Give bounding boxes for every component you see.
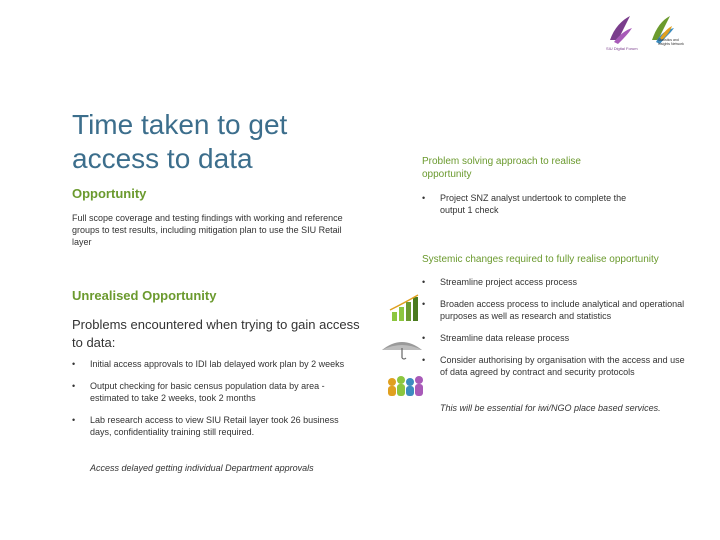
right-note: This will be essential for iwi/NGO place based services. bbox=[440, 403, 661, 413]
problems-list bbox=[72, 358, 362, 438]
list-item: • Initial access approvals to IDI lab delayed work plan by 2 weeks bbox=[72, 358, 362, 370]
list-item: • Consider authorising by organisation with the access and use of data agreed by contract and security protocols bbox=[422, 354, 692, 378]
list-item: • Output checking for basic census population data by area - estimated to take 2 weeks, took 2 months bbox=[72, 380, 362, 404]
list-item: • Streamline project access process bbox=[422, 276, 692, 288]
umbrella-icon bbox=[380, 336, 424, 360]
approach-list bbox=[422, 192, 652, 216]
opportunity-heading: Opportunity bbox=[72, 186, 147, 201]
systemic-list bbox=[422, 276, 692, 378]
list-item: • Broaden access process to include analytical and operational purposes as well as research and statistics bbox=[422, 298, 692, 322]
list-item: • Lab research access to view SIU Retail layer took 26 business days, confidentiality training still required. bbox=[72, 414, 362, 438]
growth-chart-icon bbox=[388, 294, 422, 322]
logo-text-right: Statistics and Insights Network bbox=[658, 38, 684, 46]
list-item: • Streamline data release process bbox=[422, 332, 692, 344]
people-group-icon bbox=[386, 374, 426, 400]
page-title: Time taken to get access to data bbox=[72, 109, 288, 174]
opportunity-text: Full scope coverage and testing findings with working and reference groups to test results, including mitigation plan to use the SIU Retail layer bbox=[72, 213, 343, 247]
problems-heading: Problems encountered when trying to gain access to data: bbox=[72, 317, 360, 350]
logo-text-left: SIU Digital Forum bbox=[606, 46, 638, 51]
list-item: • Project SNZ analyst undertook to complete the output 1 check bbox=[422, 192, 652, 216]
systemic-heading: Systemic changes required to fully realise opportunity bbox=[422, 254, 659, 265]
left-note: Access delayed getting individual Department approvals bbox=[90, 463, 314, 473]
approach-heading: Problem solving approach to realise opportunity bbox=[422, 156, 581, 180]
unrealised-heading: Unrealised Opportunity bbox=[72, 288, 217, 303]
logo bbox=[600, 10, 690, 55]
